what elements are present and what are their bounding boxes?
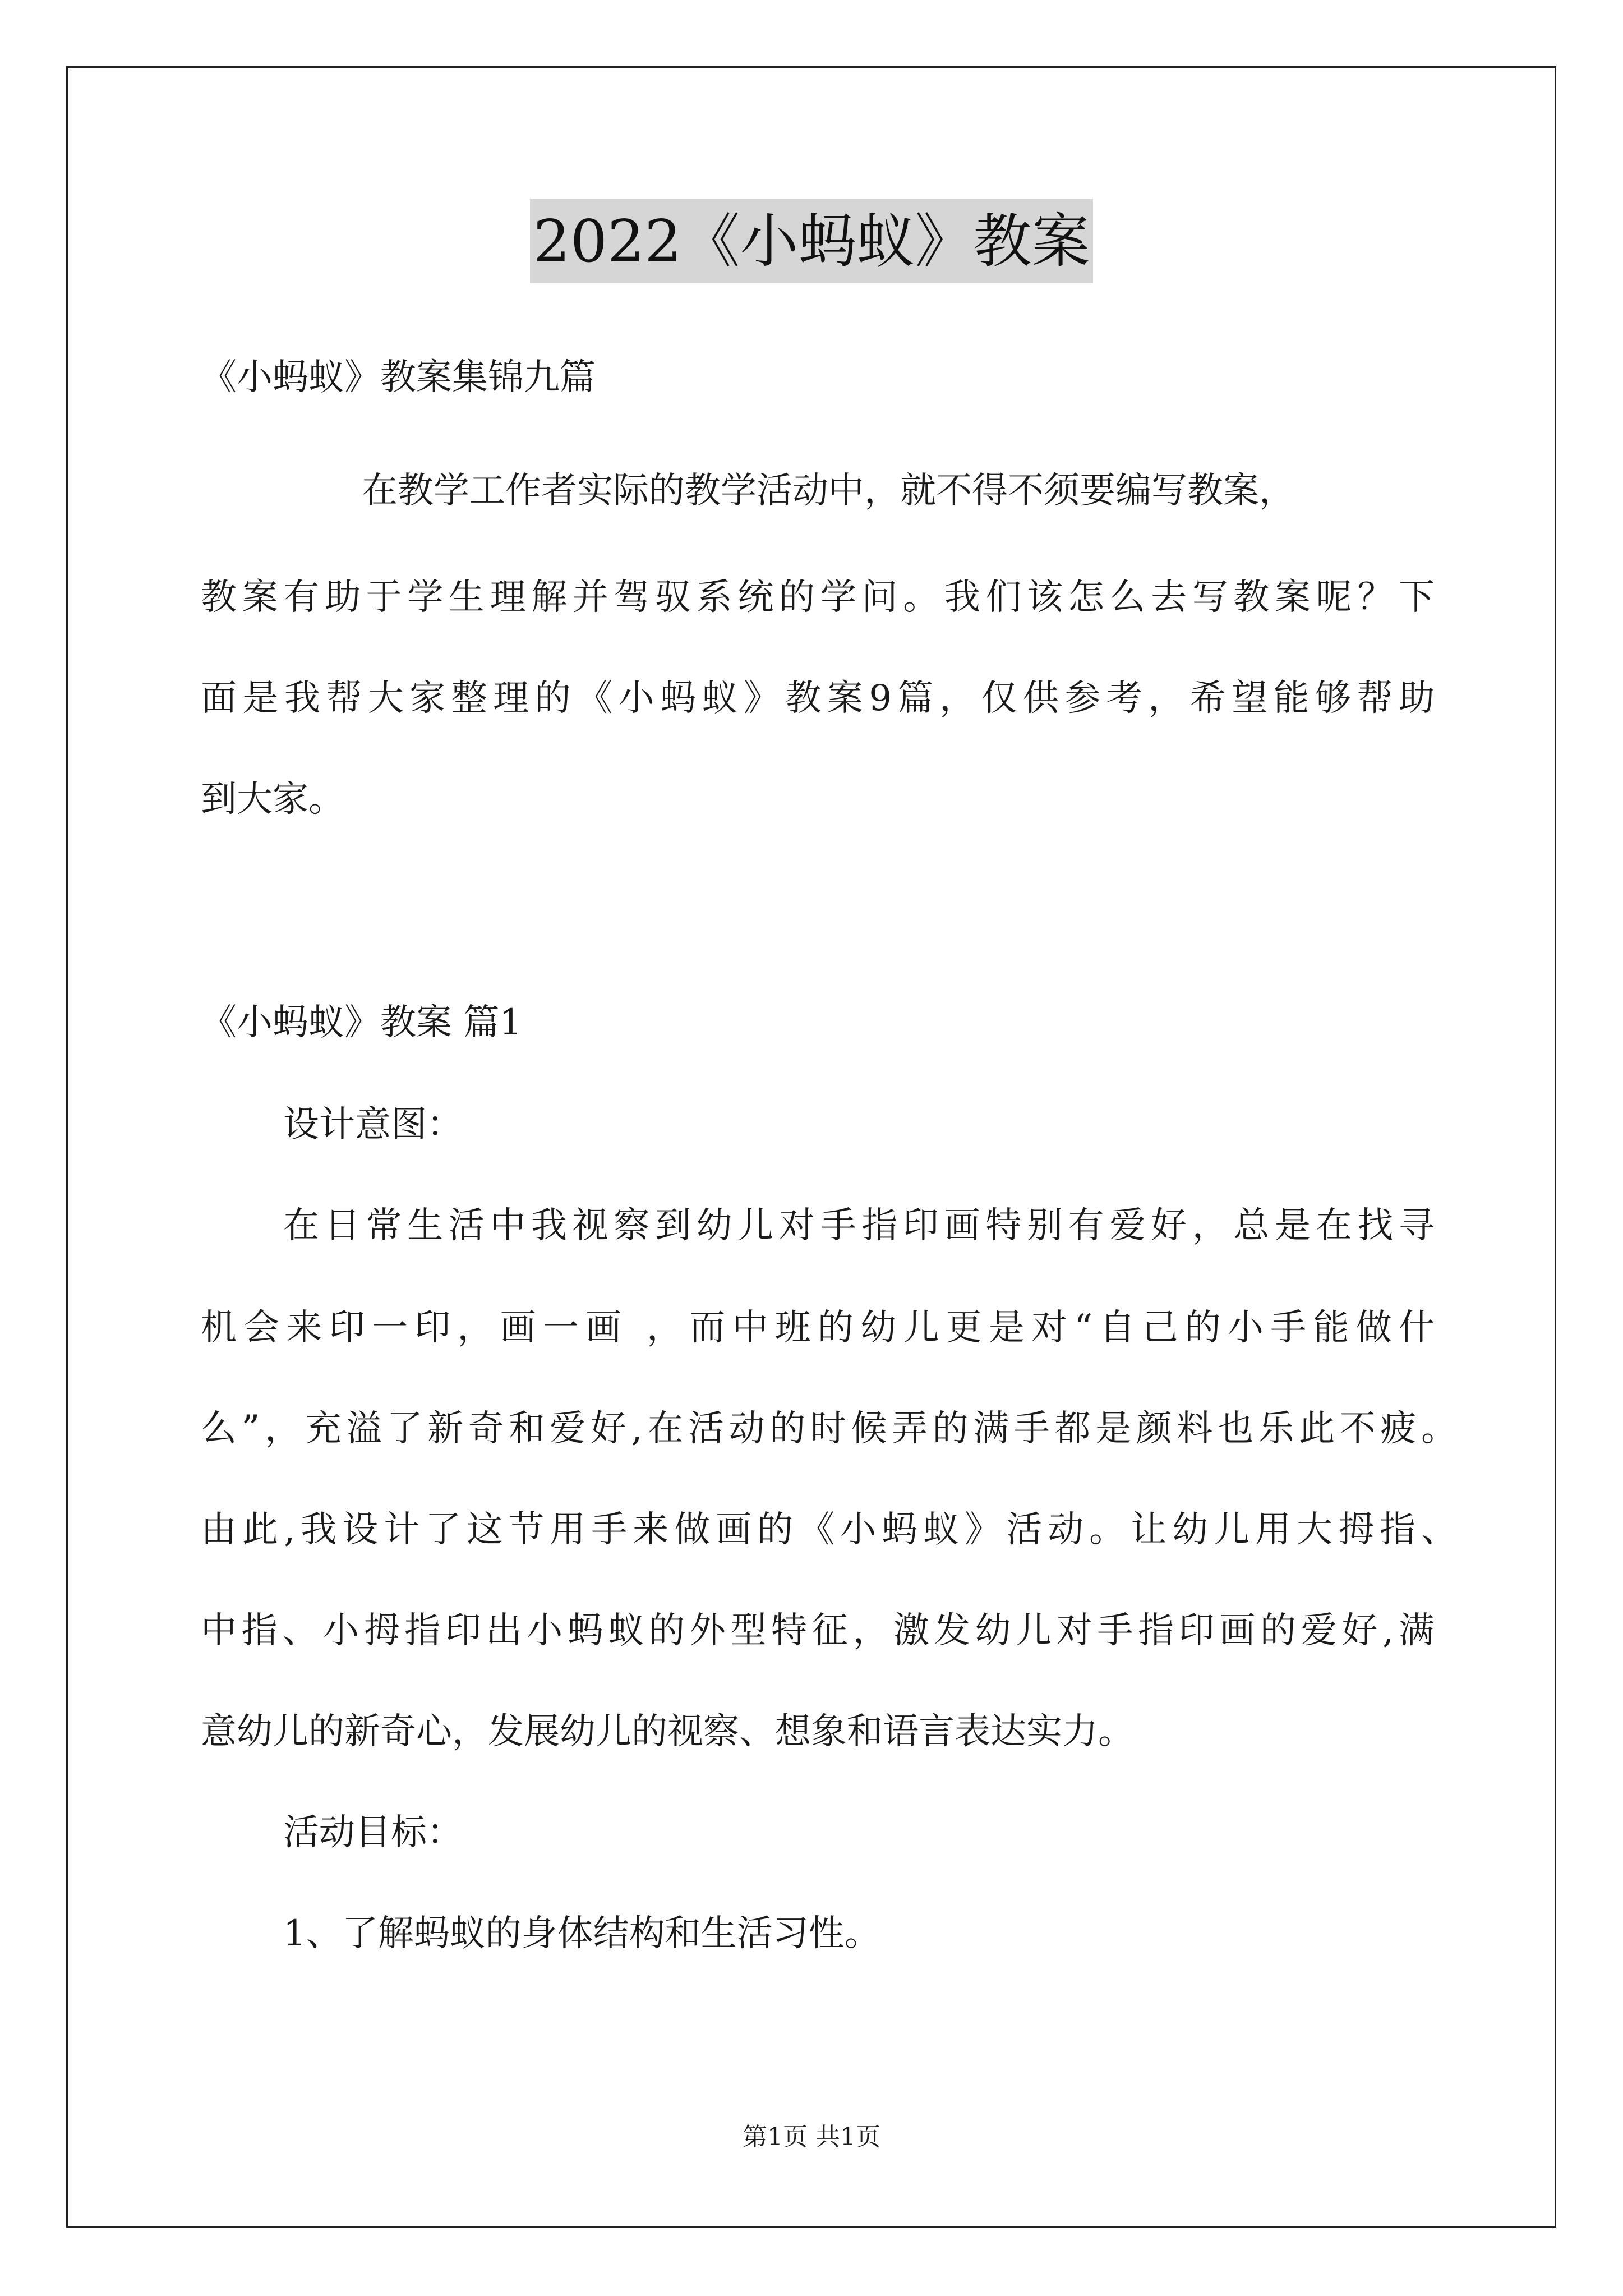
document-title: 2022《小蚂蚁》教案 (530, 199, 1094, 283)
intro-line-3: 面是我帮大家整理的《小蚂蚁》教案9篇，仅供参考，希望能够帮助 (201, 678, 1435, 719)
goal-item-1: 1、了解蚂蚁的身体结构和生活习性。 (283, 1913, 880, 1954)
intro-line-2: 教案有助于学生理解并驾驭系统的学问。我们该怎么去写教案呢？下 (201, 577, 1435, 618)
section-heading: 《小蚂蚁》教案 篇1 (201, 1002, 523, 1043)
goal-label: 活动目标： (283, 1812, 463, 1853)
subtitle: 《小蚂蚁》教案集锦九篇 (201, 357, 596, 398)
design-label: 设计意图： (283, 1104, 463, 1145)
design-line-6: 意幼儿的新奇心，发展幼儿的视察、想象和语言表达实力。 (201, 1711, 1134, 1752)
page-footer: 第1页 共1页 (743, 2123, 880, 2151)
design-line-4: 由此,我设计了这节用手来做画的《小蚂蚁》活动。让幼儿用大拇指、 (201, 1509, 1457, 1550)
design-line-5: 中指、小拇指印出小蚂蚁的外型特征，激发幼儿对手指印画的爱好,满 (201, 1610, 1435, 1651)
design-line-3: 么”，充溢了新奇和爱好,在活动的时候弄的满手都是颜料也乐此不疲。 (201, 1408, 1457, 1450)
intro-line-4: 到大家。 (201, 779, 344, 820)
title-container (0, 199, 1623, 283)
design-line-1: 在日常生活中我视察到幼儿对手指印画特别有爱好，总是在找寻 (283, 1205, 1435, 1246)
design-line-2: 机会来印一印，画一画 ，而中班的幼儿更是对“自己的小手能做什 (201, 1307, 1435, 1349)
intro-line-1: 在教学工作者实际的教学活动中，就不得不须要编写教案， (362, 470, 1295, 512)
